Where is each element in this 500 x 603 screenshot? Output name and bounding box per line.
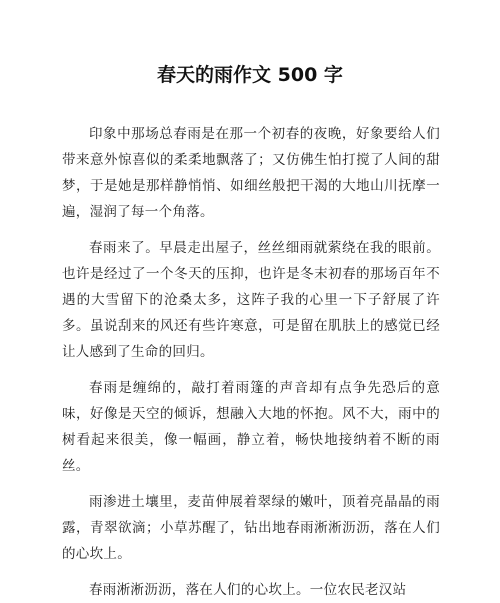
paragraph: 春雨淅淅沥沥，落在人们的心坎上。一位农民老汉站 [89,582,407,598]
document-title: 春天的雨作文 500 字 [157,64,343,86]
paragraph: 雨渗进土壤里，麦苗伸展着翠绿的嫩叶，顶着亮晶晶的雨露，青翠欲滴；小草苏醒了，钻出地春雨淅淅沥沥，落在人们的心坎上。 [62,494,440,562]
paragraph: 印象中那场总春雨是在那一个初春的夜晚，好象要给人们带来意外惊喜似的柔柔地飘落了；又仿佛生怕打搅了人间的甜梦，于是她是那样静悄悄、如细丝般把干渴的大地山川抚摩一遍，湿润了每一个角落。 [62,126,440,220]
paragraph: 春雨是缠绵的，敲打着雨篷的声音却有点争先恐后的意味，好像是天空的倾诉，想融入大地的怀抱。风不大，雨中的树看起来很美，像一幅画，静立着，畅快地接纳着不断的雨丝。 [62,380,440,474]
paragraph: 春雨来了。早晨走出屋子，丝丝细雨就萦绕在我的眼前。也许是经过了一个冬天的压抑，也许是冬末初春的那场百年不遇的大雪留下的沧桑太多，这阵子我的心里一下子舒展了许多。虽说刮来的风还有些许寒意，可是留在肌肤上的感觉已经让人感到了生命的回归。 [62,240,440,360]
document-body [62,121,440,603]
